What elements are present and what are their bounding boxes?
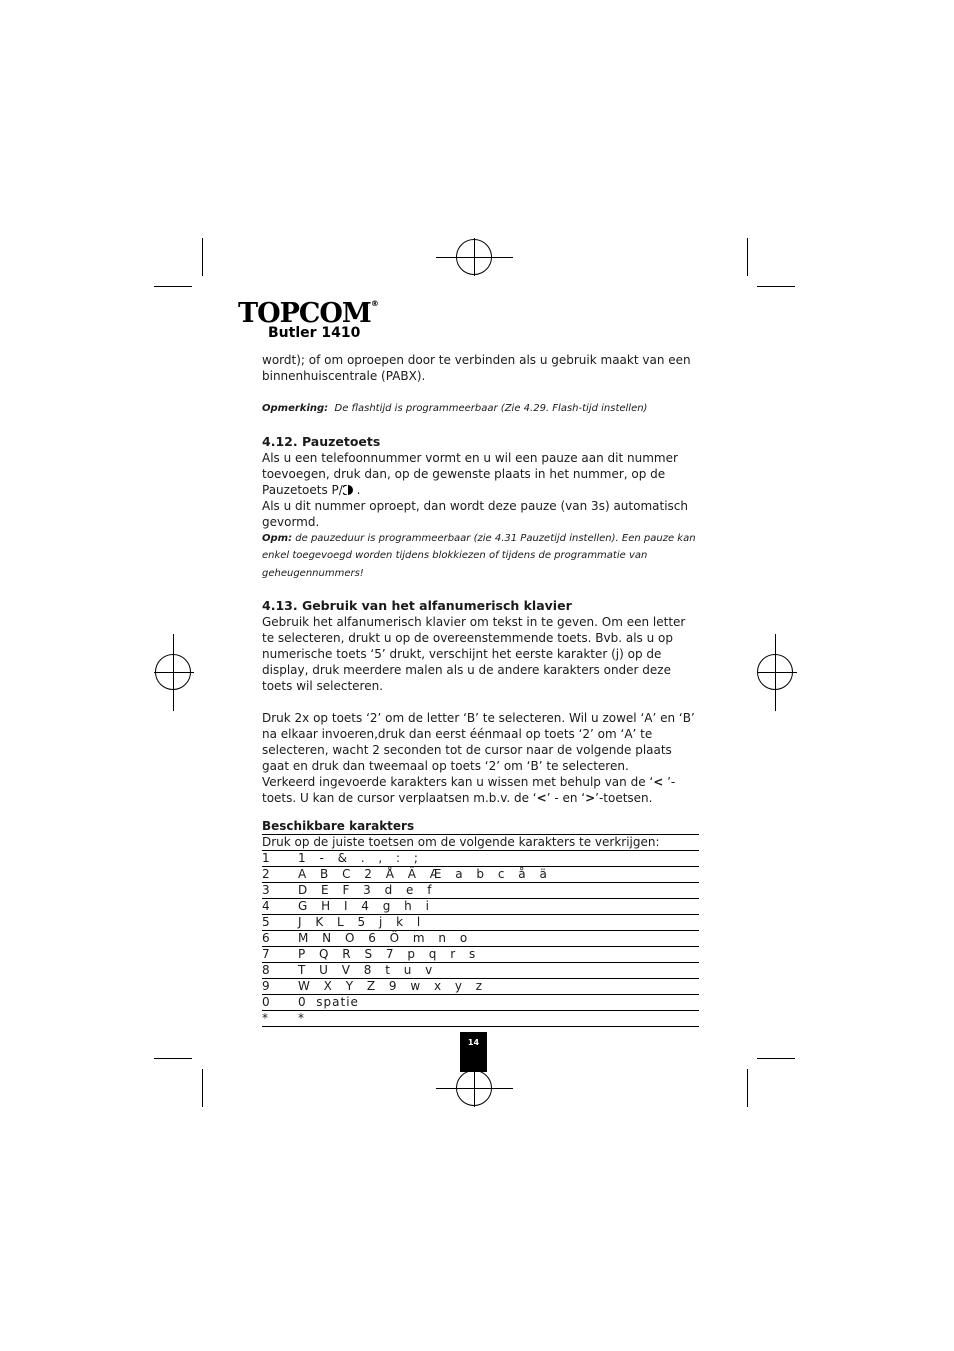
chars-cell: 0 spatie: [298, 995, 699, 1011]
key-cell: 5: [262, 915, 298, 931]
chars-cell: G H I 4 g h i: [298, 899, 699, 915]
left-key-symbol: <: [653, 775, 664, 789]
chars-cell: M N O 6 Ö m n o: [298, 931, 699, 947]
text: ’ - en ‘: [546, 791, 586, 805]
text: Verkeerd ingevoerde karakters kan u wissen met behulp van de ‘: [262, 775, 654, 789]
pauzetoets-note: [262, 530, 699, 583]
table-header: Druk op de juiste toetsen om de volgende karakters te verkrijgen:: [262, 835, 699, 851]
chars-cell: W X Y Z 9 w x y z: [298, 979, 699, 995]
brand-logo: [238, 300, 378, 327]
character-table: [262, 834, 699, 1027]
text: ’-toets. U kan de cursor verplaatsen m.b.v. de ‘: [262, 775, 676, 805]
intro-paragraph: wordt); of om oproepen door te verbinden als u gebruik maakt van een binnenhuiscentrale (PABX).: [262, 353, 691, 383]
key-cell: 8: [262, 963, 298, 979]
key-cell: 6: [262, 931, 298, 947]
note-text: De flashtijd is programmeerbaar (Zie 4.29. Flash-tijd instellen): [334, 403, 648, 414]
crop-mark: [747, 238, 748, 276]
section-title-alfanumerisch: 4.13. Gebruik van het alfanumerisch klavier: [262, 598, 572, 613]
brand-name: TOPCOM: [238, 298, 371, 329]
crop-mark: [747, 1069, 748, 1107]
note-label: Opmerking:: [262, 403, 329, 414]
crop-mark: [757, 286, 795, 287]
alfanumerisch-paragraph-2: Druk 2x op toets ‘2’ om de letter ‘B’ te selecteren. Wil u zowel ‘A’ en ‘B’ na elkaar invoeren,druk dan eerst éénmaal op toets ‘2’ om ‘A’ te selecteren, wacht 2 seconden tot de cursor naar de volgende plaats gaat en druk dan tweemaal op toets ‘2’ om ‘B’ te selecteren.: [262, 711, 695, 773]
table-row: [262, 947, 699, 963]
chars-cell: 1 - & . , : ;: [298, 851, 699, 867]
pauzetoets-paragraph-1: [262, 450, 699, 498]
table-row: [262, 963, 699, 979]
key-cell: 3: [262, 883, 298, 899]
crop-mark: [757, 1058, 795, 1059]
table-title: Beschikbare karakters: [262, 819, 415, 833]
table-row: [262, 915, 699, 931]
crop-mark: [154, 1058, 192, 1059]
model-name: Butler 1410: [268, 325, 361, 341]
pause-icon: [343, 485, 353, 495]
key-cell: 7: [262, 947, 298, 963]
key-cell: 4: [262, 899, 298, 915]
chars-cell: A B C 2 Å Ä Æ a b c å ä: [298, 867, 699, 883]
table-row: [262, 995, 699, 1011]
pauzetoets-text: Als u een telefoonnummer vormt en u wil een pauze aan dit nummer toevoegen, druk dan, op de gewenste plaats in het nummer, op de Pauzetoets P/: [262, 450, 678, 497]
page-number: 14: [460, 1032, 487, 1072]
chars-cell: P Q R S 7 p q r s: [298, 947, 699, 963]
section-title-pauzetoets: 4.12. Pauzetoets: [262, 433, 381, 449]
chars-cell: T U V 8 t u v: [298, 963, 699, 979]
key-cell: 9: [262, 979, 298, 995]
table-row: [262, 1011, 699, 1027]
chars-cell: D E F 3 d e f: [298, 883, 699, 899]
pauzetoets-paragraph-2: Als u dit nummer oproept, dan wordt deze pauze (van 3s) automatisch gevormd.: [262, 498, 688, 529]
chars-cell: J K L 5 j k l: [298, 915, 699, 931]
left-key-symbol: <: [536, 791, 547, 805]
key-cell: 1: [262, 851, 298, 867]
intro-note: [262, 400, 699, 418]
alfanumerisch-paragraph-3: [262, 774, 699, 806]
table-row: [262, 851, 699, 867]
registered-mark: ®: [370, 299, 378, 308]
crop-mark: [154, 286, 192, 287]
key-cell: *: [262, 1011, 298, 1027]
table-row: [262, 931, 699, 947]
text: ’-toetsen.: [595, 791, 653, 805]
crop-mark: [202, 1069, 203, 1107]
key-cell: 2: [262, 867, 298, 883]
crop-mark: [202, 238, 203, 276]
note-text: de pauzeduur is programmeerbaar (zie 4.31 Pauzetijd instellen). Een pauze kan enkel toegevoegd worden tijdens blokkiezen of tijdens de programmatie van geheugennummers!: [262, 532, 696, 579]
chars-cell: *: [298, 1011, 699, 1027]
table-row: [262, 883, 699, 899]
note-label: Opm:: [262, 532, 293, 544]
alfanumerisch-paragraph-1: Gebruik het alfanumerisch klavier om tekst in te geven. Om een letter te selecteren, drukt u op de overeenstemmende toets. Bvb. als u op numerische toets ‘5’ drukt, verschijnt het eerste karakter (j) op de display, druk meerdere malen als u de andere karakters onder deze toets wil selecteren.: [262, 615, 686, 693]
table-row: [262, 979, 699, 995]
page-content: [262, 352, 699, 1027]
table-row: [262, 867, 699, 883]
table-row: [262, 899, 699, 915]
key-cell: 0: [262, 995, 298, 1011]
pauzetoets-text-end: .: [352, 482, 361, 497]
right-key-symbol: >: [585, 791, 596, 805]
